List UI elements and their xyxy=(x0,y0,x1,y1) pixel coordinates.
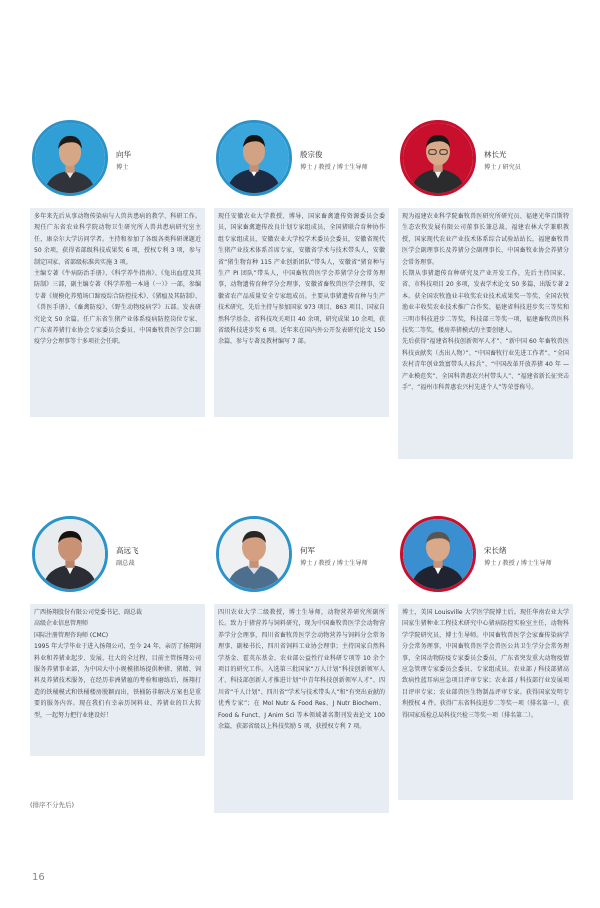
bio-text: 多年来先后从事动物传染病与人兽共患病的教学、科研工作。现任广东省农业科学院动物卫生研究所人兽共患病研究室主任，康奈尔大学访问学者。主持和参加了各级各类科研课题近 50 余项，获得省部级科技成果奖 6 项，授权专利 3 项，参与制定国家、省部级标准共实施 3 项。 主编专著《牛病防治手册》、《科学养牛指南》、《兔出血症及其防制》三部，副主编专著《科学养殖一本通（一）》一部，参编专著《规模化养殖场口蹄疫综合防控技术》、《猪瘟及其防制》、《兽医手册》、《畜禽防疫》、《野生动物疫病学》五部。发表研究论文 50 余篇。任广东省生猪产业体系疫病防控岗位专家、广东省养猪行业协会专家委员会委员、中国畜牧兽医学会口蹄疫学分会理事等十多项社会任职。 xyxy=(34,213,201,346)
person-title: 博士 / 研究员 xyxy=(484,164,521,171)
profile-card-yin-zongjun xyxy=(214,120,389,417)
person-title: 博士 / 教授 / 博士生导师 xyxy=(300,560,368,567)
page-number: 16 xyxy=(32,872,45,883)
profile-card-lin-changguang xyxy=(398,120,573,459)
person-name: 向华 xyxy=(116,150,131,159)
person-title: 博士 xyxy=(116,164,129,171)
person-bio xyxy=(214,208,389,417)
person-name: 何军 xyxy=(300,546,315,555)
person-photo-icon xyxy=(403,519,473,589)
person-photo-icon xyxy=(403,123,473,193)
person-bio xyxy=(30,208,205,417)
person-photo-icon xyxy=(35,123,105,193)
person-bio xyxy=(398,604,573,800)
person-photo-icon xyxy=(219,123,289,193)
person-bio xyxy=(214,604,389,813)
bio-text: 广西扬翔股份有限公司党委书记、副总裁 高级企业信息管理师 国际注册管理咨询师 (CMC) 1995 年大学毕业于进入扬翔公司，至今 24 年，亲历了扬翔饲料业和养猪业起步、发展、壮大的全过程，目前主管扬翔公司服务养猪事业部，为中国大中小规模猪场提供种猪、猪精、饲料及养猪技术服务，在经历非洲猪瘟的考验和磨练后，扬翔打造的铁桶模式和铁桶楼房脱颖而出，铁桶防非解决方案也是重要的服务内容。现在我们有幸亲历饲料业、养猪业的巨大转型，一起努力把行业建设好！ xyxy=(34,609,201,719)
portrait-avatar xyxy=(32,516,108,592)
profile-card-gao-yuanfei xyxy=(30,516,205,756)
person-name: 宋长绪 xyxy=(484,546,507,555)
portrait-avatar xyxy=(216,120,292,196)
person-title: 博士 / 教授 / 博士生导师 xyxy=(300,164,368,171)
profile-card-xiang-hua xyxy=(30,120,205,417)
bio-text: 四川农业大学二级教授，博士生导师，动物营养研究所副所长。致力于猪营养与饲料研究，现为中国畜牧兽医学会动物营养学分会理事，四川省畜牧兽医学会动物营养与饲料分会常务理事、副秘书长，四川省饲料工业协会理事；主持国家自然科学基金、霍英东基金、农业部公益性行业科研专项等 10 余个项目的研究工作。入选第三批国家“万人计划”科技创新领军人才、科技部创新人才推进计划“中青年科技创新领军人才”、四川省“千人计划”、四川省“学术与技术带头人”和“有突出贡献的优秀专家”；在 Mol Nutr & Food Res、J Nutr Biochem、Food & Funct、J Anim Sci 等本领域著名期刊发表论文 100 余篇，获部省级以上科技奖励 5 项，获授权专利 7 项。 xyxy=(218,609,385,731)
person-name: 林长光 xyxy=(484,150,507,159)
person-bio xyxy=(398,208,573,459)
ordering-note: (排序不分先后) xyxy=(30,801,75,809)
person-photo-icon xyxy=(35,519,105,589)
person-photo-icon xyxy=(219,519,289,589)
bio-text: 现为福建农业科学院畜牧兽医研究所研究员、福建光华百斯特生态农牧发展有限公司董事长兼总裁、福建农林大学兼职教授，国家现代农业产业技术体系综合试验站站长，福建畜牧兽医学会副理事长及养猪分会副理事长，中国畜牧业协会养猪分会常务理事。 长期从事猪遗传育种研究及产业开发工作，先后主持国家、省、市科技项目 20 多项，发表学术论文 50 多篇，出版专著 2 本。获全国农牧渔业丰收奖农业技术成果奖一等奖、全国农牧渔业丰收奖农业技术推广合作奖、福建省科技进步奖三等奖和三明市科技进步二等奖，科技部三等奖一项，福建畜牧兽医科技奖二等奖，楼房养猪模式的主要创建人。 先后获得“福建省科技创新领军人才”、“新中国 60 年畜牧兽医科技贡献奖（杰出人物）”、“中国畜牧行业先进工作者”、“全国农村青年创业致富带头人标兵”、“中国改革开放养猪 40 年 — 产业模范奖”、全国科普惠农兴村带头人”、“福建省新长征突击手”、“福州市科普惠农兴村先进个人”等荣誉称号。 xyxy=(402,213,569,392)
person-name: 高远飞 xyxy=(116,546,139,555)
bio-text: 博士，美国 Louisville 大学医学院博士后。现任华南农业大学国家生猪种业工程技术研究中心猪病防控实验室主任，动物科学学院研究员，博士生导师。中国畜牧兽医学会家畜传染病学分会常务理事，中国畜牧兽医学会兽医公共卫生学分会常务理事，全国动物防疫专家委员会委员，广东省突发重大动物疫情应急管理专家委员会委员、专家组成员。农业部 / 科技部猪高致病性蓝耳病应急项目评审专家；农业部 / 科技部行业发展项目评审专家；农业部兽医生物制品评审专家。获得国家发明专利授权 4 件。获得广东省科技进步二等奖一项（排名第一），获得国家质检总局科技兴检三等奖一项（排名第二）。 xyxy=(402,609,569,719)
bio-text: 现任安徽农业大学教授、博导，国家畜禽遗传资源委员会委员，国家畜禽遗传改良计划专家组成员，全国猪联合育种协作组专家组成员，安徽农业大学校学术委员会委员，安徽省现代生猪产业技术体系首席专家，安徽省学术与技术带头人，安徽省“猪生物育种 115 产业创新团队”带头人，安徽省“猪育种与生产 PI 团队”带头人，中国畜牧兽医学会养猪学分会常务理事，动物遗传育种学分会理事，安徽省畜牧兽医学会理事，安徽省农产品质量安全专家组成员。主要从事猪遗传育种与生产技术研究，先后主持与参加国家 973 项目、863 项目、国家自然科学基金、省科技攻关项目 40 余项，研究成果 10 余项，获省级科技进步奖 6 项。近年来在国内外公开发表研究论文 150 余篇，参与专著及教材编写 7 部。 xyxy=(218,213,385,346)
portrait-avatar xyxy=(32,120,108,196)
portrait-avatar xyxy=(400,516,476,592)
person-title: 博士 / 教授 / 博士生导师 xyxy=(484,560,552,567)
person-bio xyxy=(30,604,205,756)
profile-card-he-jun xyxy=(214,516,389,813)
profile-card-song-changxu xyxy=(398,516,573,800)
person-name: 殷宗俊 xyxy=(300,150,323,159)
portrait-avatar xyxy=(216,516,292,592)
person-title: 副总裁 xyxy=(116,560,135,567)
portrait-avatar xyxy=(400,120,476,196)
